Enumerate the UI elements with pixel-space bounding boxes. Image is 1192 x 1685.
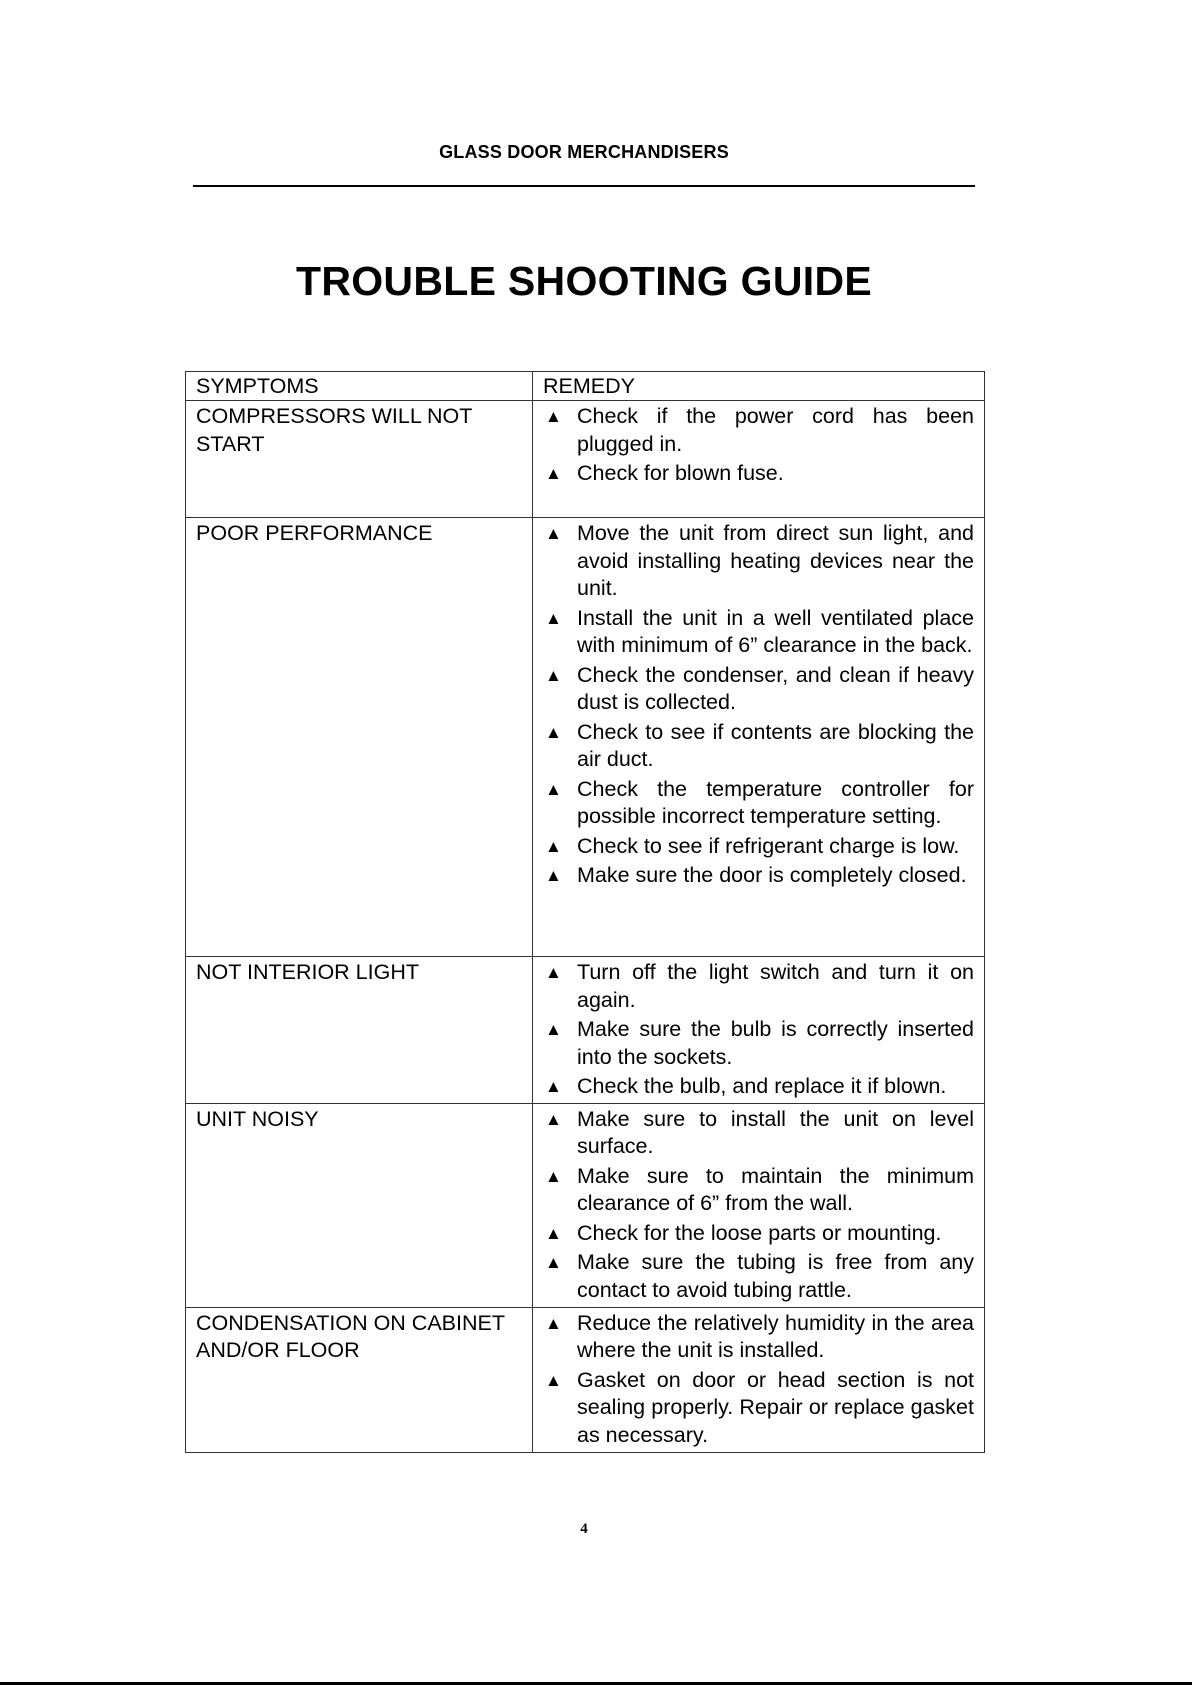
remedy-text: Check for the loose parts or mounting. (577, 1220, 942, 1245)
triangle-bullet-icon: ▲ (545, 1223, 562, 1243)
remedy-list (543, 1106, 974, 1305)
remedy-item (543, 662, 974, 717)
symptom-cell: CONDENSATION ON CABINET AND/OR FLOOR (186, 1307, 533, 1452)
page-title: TROUBLE SHOOTING GUIDE (295, 258, 873, 304)
remedy-cell (533, 518, 985, 957)
symptom-cell: POOR PERFORMANCE (186, 518, 533, 957)
page-number: 4 (580, 1521, 588, 1537)
remedy-text: Reduce the relatively humidity in the area where the unit is installed. (577, 1310, 974, 1362)
column-header-remedy: REMEDY (533, 372, 985, 401)
remedy-text: Make sure the door is completely closed. (577, 863, 967, 887)
remedy-item (543, 605, 974, 660)
remedy-item (543, 403, 974, 458)
triangle-bullet-icon: ▲ (545, 866, 562, 885)
table-header-row (186, 372, 985, 401)
remedy-text: Check for blown fuse. (577, 461, 784, 485)
triangle-bullet-icon: ▲ (545, 836, 562, 856)
triangle-bullet-icon: ▲ (545, 464, 562, 483)
remedy-item (543, 776, 974, 831)
triangle-bullet-icon: ▲ (545, 524, 562, 543)
triangle-bullet-icon: ▲ (545, 407, 562, 426)
remedy-item (543, 1016, 974, 1071)
triangle-bullet-icon: ▲ (545, 1370, 562, 1390)
remedy-item (543, 1163, 974, 1218)
remedy-cell (533, 1307, 985, 1452)
symptom-cell: NOT INTERIOR LIGHT (186, 957, 533, 1104)
remedy-text: Check if the power cord has been plugged in. (577, 404, 974, 456)
remedy-text: Check the temperature controller for possible incorrect temperature setting. (577, 776, 974, 828)
remedy-item (543, 460, 974, 488)
running-header: GLASS DOOR MERCHANDISERS (439, 142, 729, 162)
triangle-bullet-icon: ▲ (545, 1109, 562, 1129)
table-row (186, 1307, 985, 1452)
remedy-list (543, 1310, 974, 1450)
triangle-bullet-icon: ▲ (545, 1020, 562, 1039)
remedy-text: Check to see if contents are blocking the air duct. (577, 719, 974, 771)
remedy-text: Make sure the tubing is free from any contact to avoid tubing rattle. (577, 1250, 974, 1302)
remedy-cell (533, 401, 985, 518)
remedy-item (543, 959, 974, 1014)
table-row (186, 957, 985, 1104)
column-header-symptoms: SYMPTOMS (186, 372, 533, 401)
remedy-item (543, 1073, 974, 1101)
remedy-text: Check the bulb, and replace it if blown. (577, 1074, 947, 1098)
symptom-cell: UNIT NOISY (186, 1103, 533, 1307)
remedy-item (543, 833, 974, 861)
remedy-text: Make sure to maintain the minimum clearance of 6” from the wall. (577, 1163, 974, 1215)
remedy-cell (533, 1103, 985, 1307)
triangle-bullet-icon: ▲ (545, 1077, 562, 1096)
remedy-text: Install the unit in a well ventilated place with minimum of 6” clearance in the back. (577, 605, 974, 657)
remedy-text: Move the unit from direct sun light, and avoid installing heating devices near the unit. (577, 521, 974, 600)
remedy-item (543, 1249, 974, 1304)
remedy-text: Check to see if refrigerant charge is low. (577, 833, 960, 858)
remedy-item (543, 719, 974, 774)
remedy-list (543, 959, 974, 1101)
triangle-bullet-icon: ▲ (545, 722, 562, 742)
table-row (186, 401, 985, 518)
remedy-item (543, 1310, 974, 1365)
triangle-bullet-icon: ▲ (545, 665, 562, 685)
remedy-text: Check the condenser, and clean if heavy dust is collected. (577, 662, 974, 714)
troubleshooting-table (185, 371, 985, 1453)
triangle-bullet-icon: ▲ (545, 608, 562, 628)
remedy-text: Make sure the bulb is correctly inserted into the sockets. (577, 1017, 974, 1069)
triangle-bullet-icon: ▲ (545, 1253, 562, 1272)
symptom-cell: COMPRESSORS WILL NOT START (186, 401, 533, 518)
table-row (186, 1103, 985, 1307)
remedy-item (543, 862, 974, 890)
remedy-list (543, 520, 974, 890)
remedy-list (543, 403, 974, 488)
remedy-item (543, 1367, 974, 1450)
remedy-item (543, 1106, 974, 1161)
remedy-text: Make sure to install the unit on level surface. (577, 1106, 974, 1158)
triangle-bullet-icon: ▲ (545, 1313, 562, 1333)
remedy-text: Turn off the light switch and turn it on again. (577, 960, 974, 1012)
header-rule (193, 185, 975, 187)
remedy-item (543, 1220, 974, 1248)
triangle-bullet-icon: ▲ (545, 779, 562, 799)
table-row (186, 518, 985, 957)
remedy-item (543, 520, 974, 603)
remedy-text: Gasket on door or head section is not sealing properly. Repair or replace gasket as necessary. (577, 1367, 974, 1447)
triangle-bullet-icon: ▲ (545, 963, 562, 982)
remedy-cell (533, 957, 985, 1104)
triangle-bullet-icon: ▲ (545, 1166, 562, 1186)
